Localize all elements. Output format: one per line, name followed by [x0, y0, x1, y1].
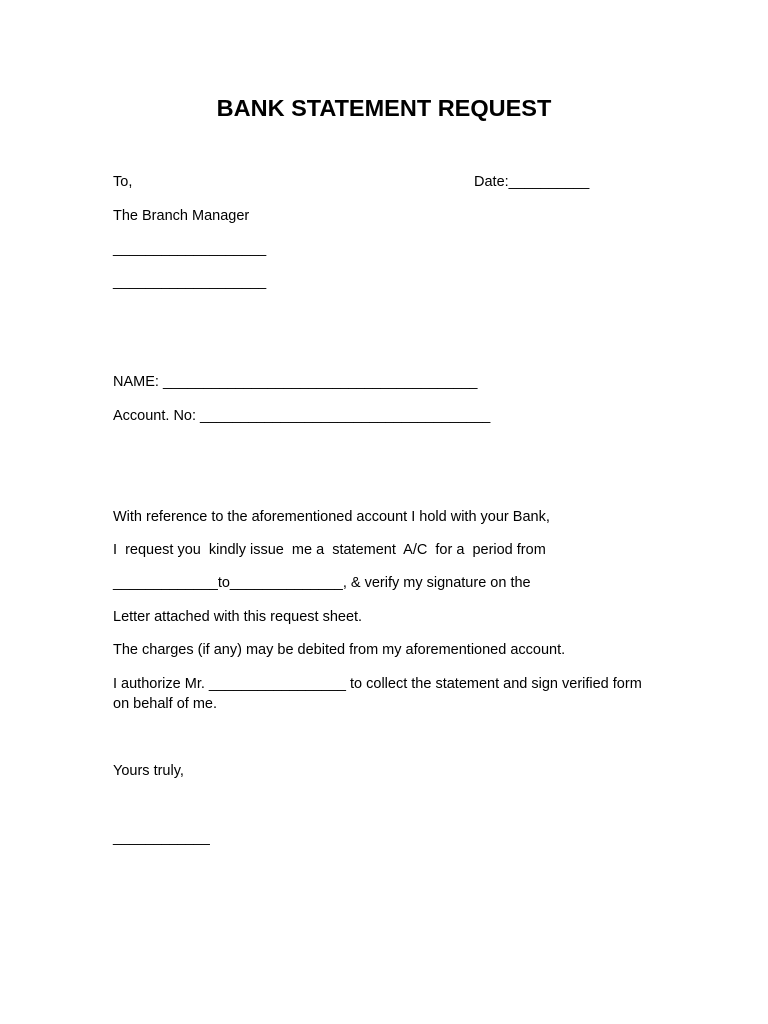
body-line-6: I authorize Mr. _________________ to collect the statement and sign verified form on behalf of me. [113, 676, 642, 712]
body-line-4: Letter attached with this request sheet. [113, 609, 363, 625]
date-field: Date:__________ [474, 174, 590, 190]
body-line-2: I request you kindly issue me a statement A/C for a period from [113, 542, 546, 558]
closing-line: Yours truly, [113, 763, 184, 779]
account-number-field: Account. No: ____________________________________ [113, 408, 491, 424]
body-line-3: _____________to______________, & verify my signature on the [113, 575, 531, 591]
name-field: NAME: _______________________________________ [113, 374, 478, 390]
signature-line: ____________ [113, 830, 210, 846]
address-line-1: ___________________ [113, 241, 267, 257]
address-line-2: ___________________ [113, 274, 267, 290]
body-line-1: With reference to the aforementioned account I hold with your Bank, [113, 509, 550, 525]
document-title: BANK STATEMENT REQUEST [216, 95, 552, 121]
to-line: To, [113, 174, 133, 190]
recipient-line: The Branch Manager [113, 208, 250, 224]
body-line-5: The charges (if any) may be debited from my aforementioned account. [113, 642, 566, 658]
